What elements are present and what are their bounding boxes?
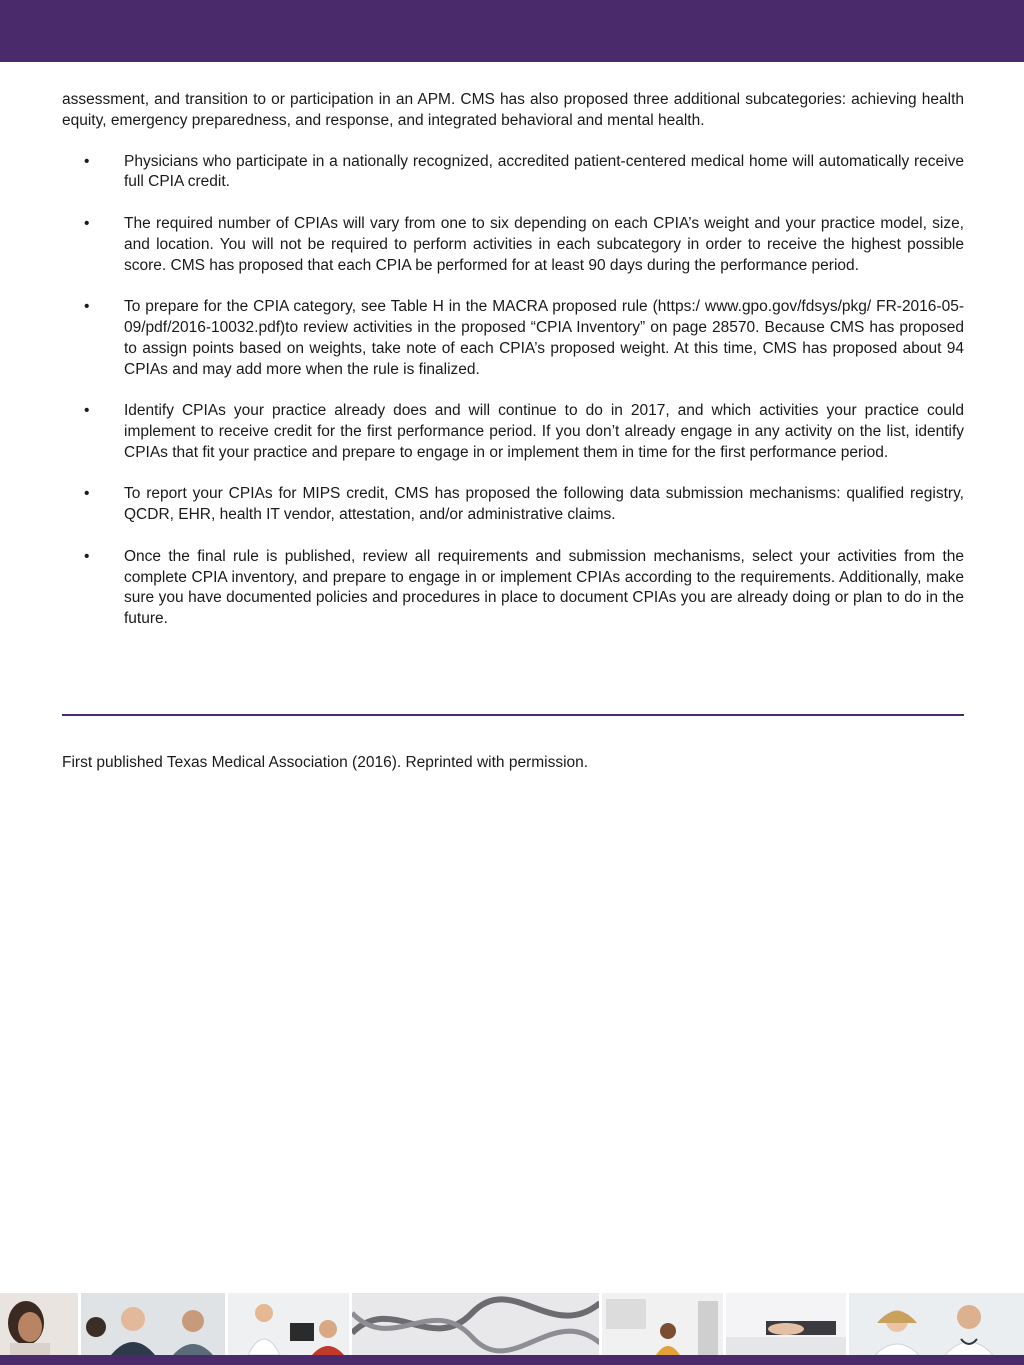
bullet-text: Identify CPIAs your practice already does and will continue to do in 2017, and which activities your practice could implement to receive credit for the first performance period. If you don’t already engage in any activity on the list, identify CPIAs that fit your practice and prepare to engage in or implement them in time for the first performance period. xyxy=(124,402,964,461)
laptop-hands-photo xyxy=(726,1293,845,1355)
bullet-text: To prepare for the CPIA category, see Table H in the MACRA proposed rule (https:/ www.gpo.gov/fdsys/pkg/ FR-2016-05-09/pdf/2016-10032.pdf)to review activities in the proposed “CPIA Inventory” on page 28570. Because CMS has proposed to assign points based on weights, take note of each CPIA’s proposed weight. At this time, CMS has proposed about 94 CPIAs and may add more when the rule is finalized. xyxy=(124,298,964,378)
bullet-text: The required number of CPIAs will vary from one to six depending on each CPIA’s weight and your practice model, size, and location. You will not be required to perform activities in each subcategory in order to receive the highest possible score. CMS has proposed that each CPIA be performed for at least 90 days during the performance period. xyxy=(124,214,964,274)
document-body xyxy=(62,90,964,651)
bullet-text: To report your CPIAs for MIPS credit, CMS has proposed the following data submission mechanisms: qualified registry, QCDR, EHR, health IT vendor, attestation, and/or administrative claims. xyxy=(124,485,964,524)
credit-line: First published Texas Medical Association (2016). Reprinted with permission. xyxy=(62,754,589,771)
footer-band xyxy=(0,1355,1024,1365)
list-item xyxy=(62,214,964,276)
bullet-icon: • xyxy=(84,214,90,232)
business-meeting-photo xyxy=(81,1293,225,1355)
list-item xyxy=(62,547,964,630)
doctor-with-patient-photo xyxy=(228,1293,349,1355)
footer-photo-strip xyxy=(0,1293,1024,1355)
physicians-team-photo xyxy=(849,1293,1024,1355)
bullet-text: Once the final rule is published, review all requirements and submission mechanisms, select your activities from the complete CPIA inventory, and prepare to engage in or implement CPIAs according to the requirements. Additionally, make sure you have documented policies and procedures in place to document CPIAs you are already doing or plan to do in the future. xyxy=(124,547,964,628)
list-item xyxy=(62,401,964,463)
dna-helix-photo xyxy=(352,1293,599,1355)
bullet-icon: • xyxy=(84,402,90,420)
section-divider xyxy=(62,714,964,716)
bullet-text: Physicians who participate in a nationally recognized, accredited patient-centered medical home will automatically receive full CPIA credit. xyxy=(124,152,964,191)
bullet-icon: • xyxy=(84,547,90,565)
list-item xyxy=(62,484,964,526)
list-item xyxy=(62,152,964,194)
header-band xyxy=(0,0,1024,62)
intro-paragraph: assessment, and transition to or participation in an APM. CMS has also proposed three additional subcategories: achieving health equity, emergency preparedness, and response, and integrated behavioral and mental health. xyxy=(62,91,964,129)
bullet-icon: • xyxy=(84,485,90,503)
bullet-icon: • xyxy=(84,152,90,170)
smiling-woman-photo xyxy=(0,1293,78,1355)
list-item xyxy=(62,297,964,380)
bullet-icon: • xyxy=(84,298,90,316)
office-worker-photo xyxy=(602,1293,723,1355)
bullet-list xyxy=(62,152,964,630)
